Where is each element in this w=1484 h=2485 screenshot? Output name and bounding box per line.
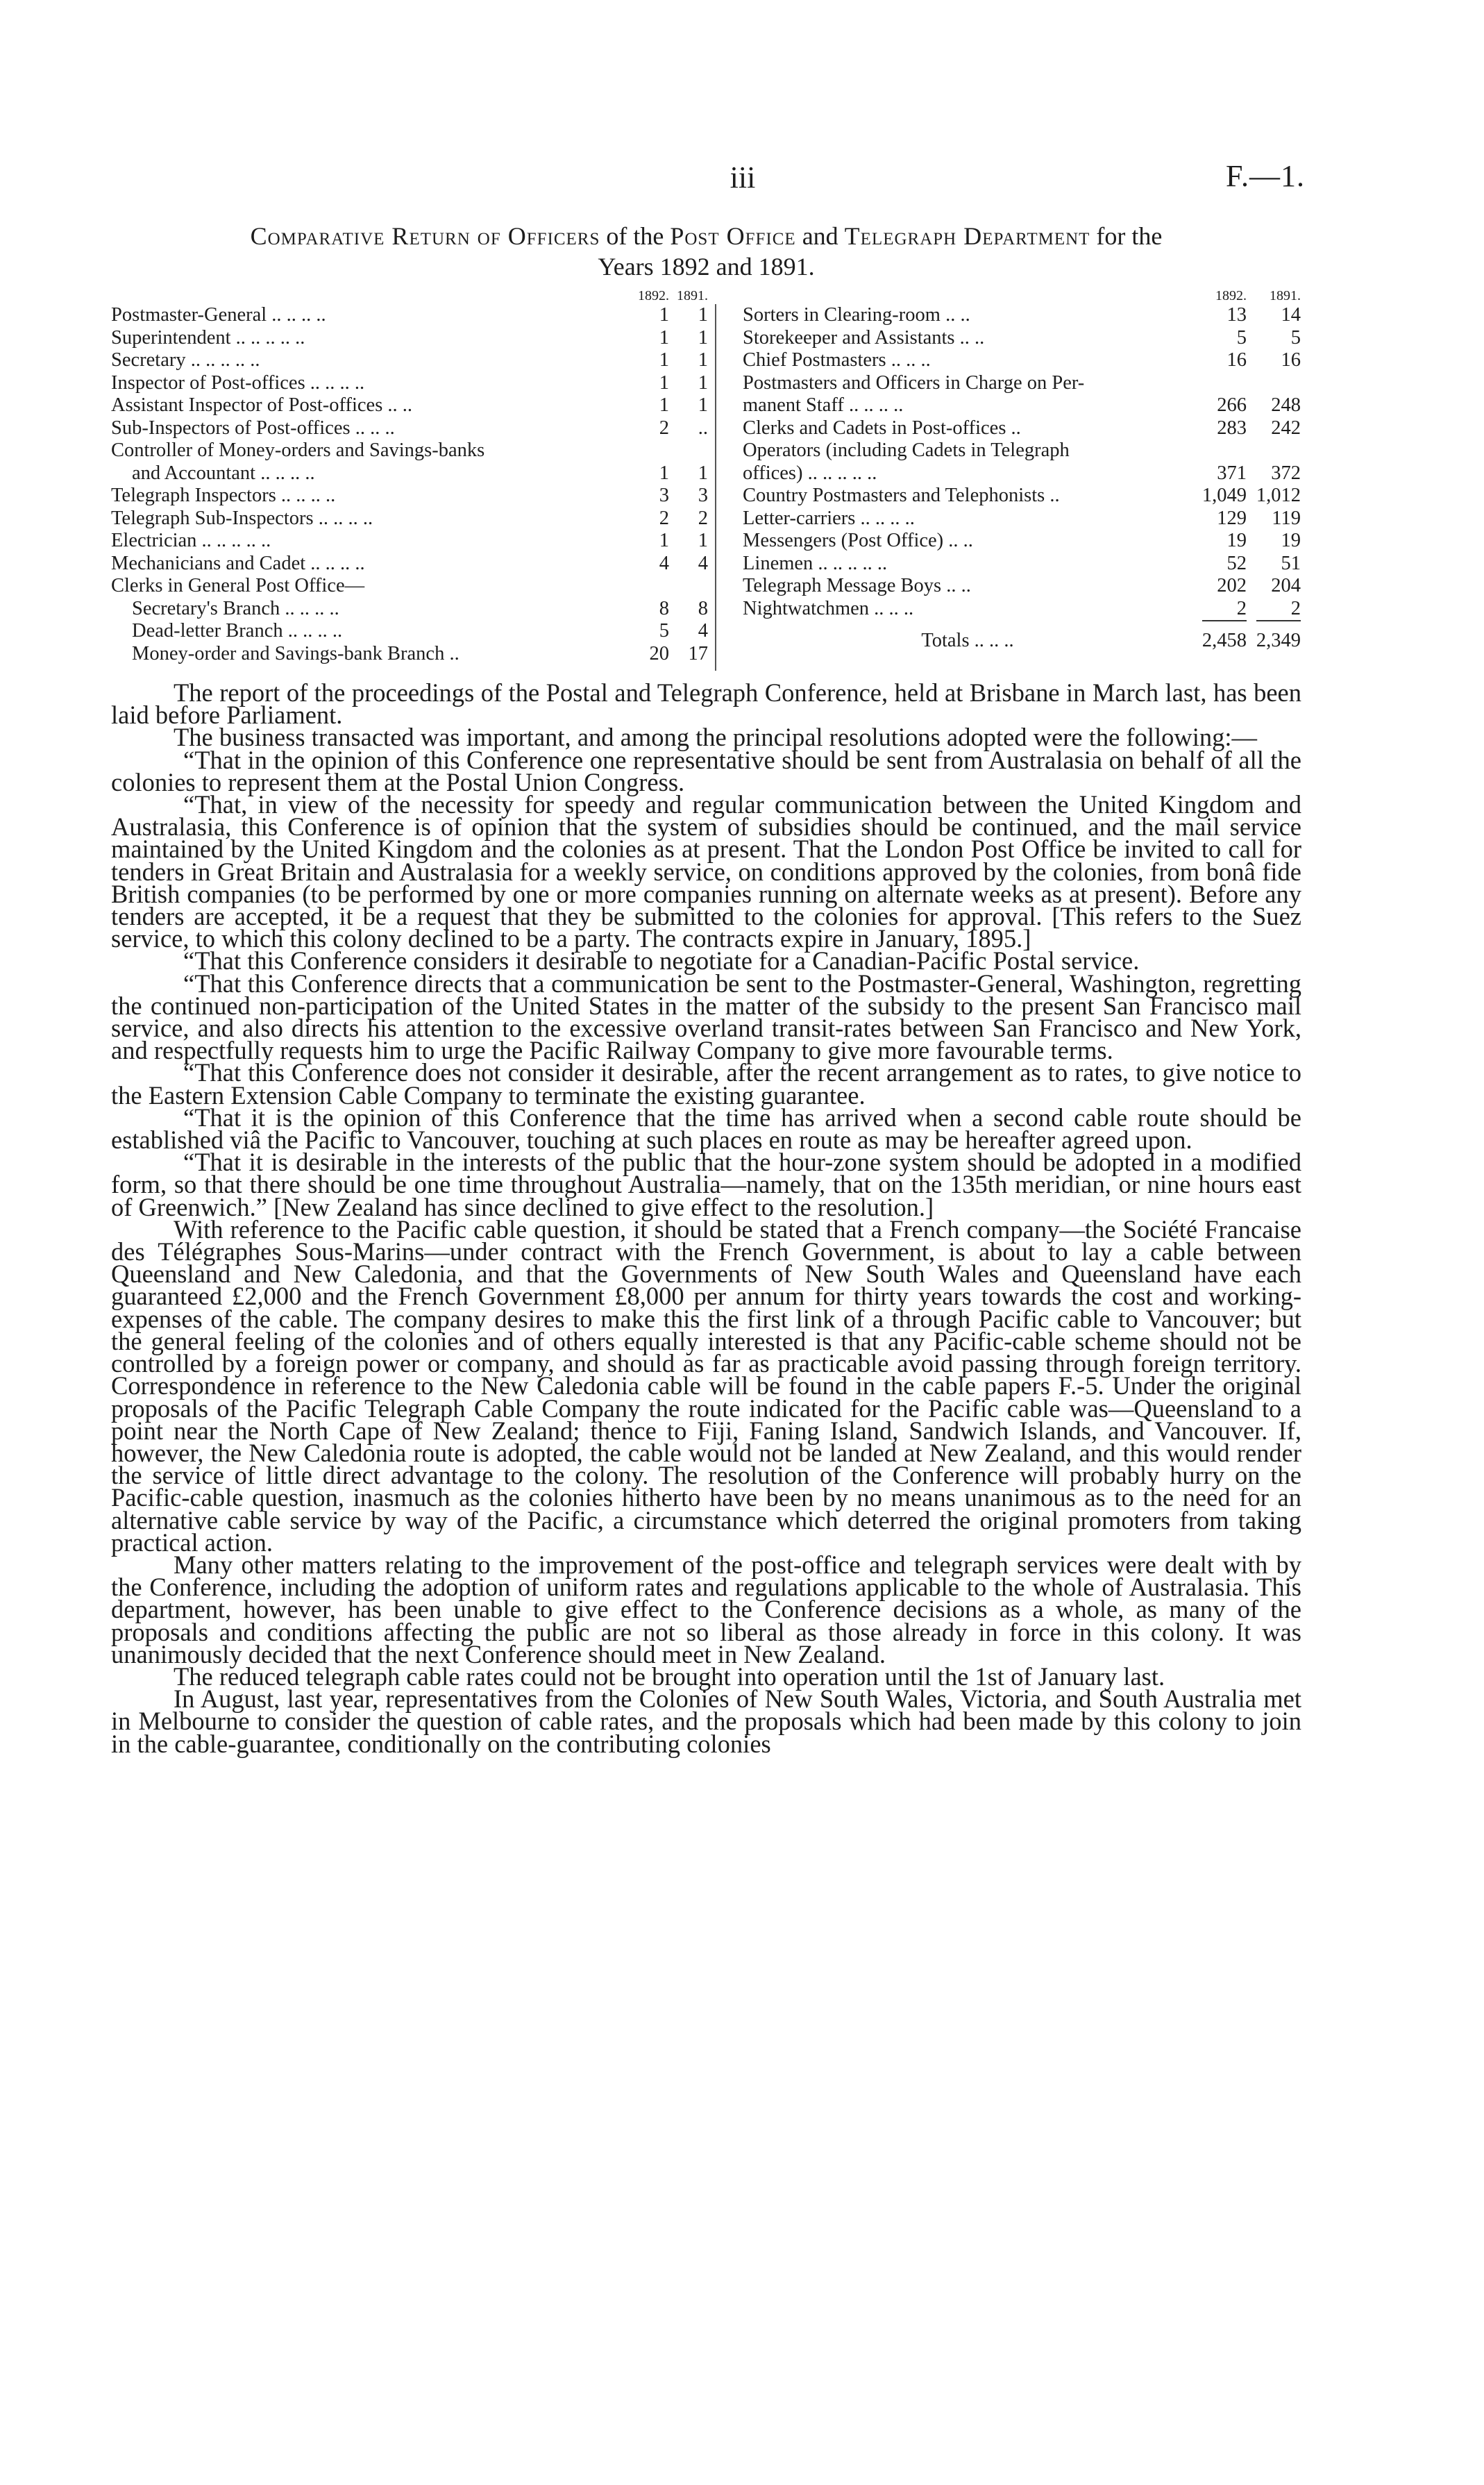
row-label: Storekeeper and Assistants .. .. [743, 326, 985, 349]
table-row [111, 553, 708, 576]
value-1892: 2 [659, 417, 669, 439]
title-years: Years 1892 and 1891. [598, 253, 815, 281]
value-1892: 266 [1217, 394, 1247, 416]
value-1892: 5 [659, 620, 669, 642]
row-label: Sub-Inspectors of Post-offices .. .. .. [111, 417, 395, 439]
value-1892: 283 [1217, 417, 1247, 439]
row-label: Telegraph Inspectors .. .. .. .. [111, 485, 336, 506]
row-label: Telegraph Message Boys .. .. [743, 575, 971, 596]
value-1892: 1 [659, 326, 669, 349]
value-1892: 8 [659, 597, 669, 619]
row-label: Clerks and Cadets in Post-offices .. [743, 417, 1021, 439]
table-row [730, 349, 1301, 372]
paragraph: The report of the proceedings of the Postal and Telegraph Conference, held at Brisbane in March last, has been laid before Parliament. [111, 678, 1301, 730]
totals-row [730, 630, 1301, 653]
officers-table-right [730, 285, 1301, 653]
paragraph: “That, in view of the necessity for speedy and regular communication between the United Kingdom and Australasia, this Conference is of opinion that the system of subsidies should be continued, and the mail service maintained by the United Kingdom and the colonies as at present. That the London Post Office be invited to call for tenders in Great Britain and Australasia for a weekly service, on conditions approved by the colonies, from bonâ fide British companies (to be performed by one or more companies running on alternate weeks as at present). Before any tenders are accepted, it be a request that they be submitted to the colonies for approval. [This refers to the Suez service, to which this colony declined to be a party. The contracts expire in January, 1895.] [111, 790, 1301, 953]
value-1892: 4 [659, 552, 669, 574]
value-1892: 2 [1236, 597, 1247, 619]
value-1891: 4 [698, 552, 708, 574]
table-row [730, 508, 1301, 530]
table-row [730, 327, 1301, 350]
value-1891: 248 [1271, 394, 1301, 416]
row-label: and Accountant .. .. .. .. [132, 462, 315, 484]
paragraph: The reduced telegraph cable rates could not be brought into operation until the 1st of January last. [174, 1662, 1165, 1691]
row-label: Secretary .. .. .. .. .. [111, 349, 260, 371]
row-label: Messengers (Post Office) .. .. [743, 530, 973, 551]
value-1891: 1 [698, 371, 708, 394]
value-1891: 1 [698, 304, 708, 326]
value-1891: 1 [698, 349, 708, 371]
row-label: Sorters in Clearing-room .. .. [743, 304, 970, 326]
paragraph: In August, last year, representatives from the Colonies of New South Wales, Victoria, and South Australia met in Melbourne to consider the question of cable rates, and the proposals which had been made by this colony to join in the cable-guarantee, conditionally on the contributing colonies [111, 1684, 1301, 1758]
title-of: of the [606, 222, 664, 250]
value-1892: 13 [1226, 304, 1247, 326]
value-1891: 1 [698, 530, 708, 551]
value-1891: 242 [1271, 417, 1301, 439]
value-1891: 3 [698, 485, 708, 506]
document-reference: F.—1. [1226, 159, 1305, 193]
table-row [111, 417, 708, 440]
row-label: Chief Postmasters .. .. .. [743, 349, 931, 371]
value-1891: 5 [1290, 326, 1301, 349]
value-1891: 1 [698, 326, 708, 349]
row-label: Clerks in General Post Office— [111, 575, 365, 596]
paragraph: “That it is the opinion of this Conference that the time has arrived when a second cable route should be established viâ the Pacific to Vancouver, touching at such places en route as may be hereafter agreed upon. [111, 1103, 1301, 1155]
value-1891: 8 [698, 597, 708, 619]
value-1891: 51 [1281, 552, 1301, 574]
value-1891: 16 [1281, 349, 1301, 371]
table-row [111, 349, 708, 372]
total-1892: 2,458 [1201, 630, 1247, 651]
value-1892: 19 [1226, 530, 1247, 551]
row-label: Money-order and Savings-bank Branch .. [132, 642, 459, 664]
value-1891: 204 [1271, 575, 1301, 596]
table-row [730, 394, 1301, 417]
paragraph: “That in the opinion of this Conference one representative should be sent from Australasia on behalf of all the colonies to represent them at the Postal Union Congress. [111, 745, 1301, 796]
table-row [111, 304, 708, 327]
total-1891: 2,349 [1256, 630, 1301, 651]
table-row [111, 620, 708, 643]
row-label: Operators (including Cadets in Telegraph [743, 440, 1070, 461]
value-1892: 1 [659, 394, 669, 416]
table-row [730, 372, 1301, 395]
table-row [730, 530, 1301, 553]
value-1891: 119 [1272, 507, 1301, 529]
value-1892: 1 [659, 304, 669, 326]
table-row [730, 575, 1301, 598]
title-dept: Telegraph Department [844, 222, 1090, 250]
value-1892: 1,049 [1201, 485, 1247, 506]
value-1891: 2 [698, 507, 708, 529]
row-label: Postmasters and Officers in Charge on Per- [743, 371, 1085, 394]
title-org: Post Office [670, 222, 796, 250]
value-1891: 1,012 [1256, 485, 1301, 506]
row-label: manent Staff .. .. .. .. [743, 394, 904, 416]
title-caption: Comparative Return of Officers [250, 222, 600, 250]
col-1891-header: 1891. [677, 288, 708, 303]
value-1891: 2 [1290, 597, 1301, 619]
row-label: Controller of Money-orders and Savings-banks [111, 440, 485, 461]
table-row [111, 508, 708, 530]
value-1892: 1 [659, 349, 669, 371]
table-row [111, 372, 708, 395]
table-row [111, 440, 708, 462]
table-row [730, 598, 1301, 621]
table-row [111, 598, 708, 621]
table-row [111, 530, 708, 553]
paragraph: “That this Conference directs that a communication be sent to the Postmaster-General, Washington, regretting the continued non-participation of the United States in the matter of the subsidy to the present San Francisco mail service, and also directs his attention to the excessive overland transit-rates between San Francisco and New York, and respectfully requests him to urge the Pacific Railway Company to give more favourable terms. [111, 969, 1301, 1065]
page-number: iii [730, 160, 756, 194]
row-label: Inspector of Post-offices .. .. .. .. [111, 371, 365, 394]
row-label: Assistant Inspector of Post-offices .. .. [111, 394, 413, 416]
row-label: Dead-letter Branch .. .. .. .. [132, 620, 343, 642]
paragraph: “That this Conference does not consider it desirable, after the recent arrangement as to rates, to give notice to the Eastern Extension Cable Company to terminate the existing guarantee. [111, 1058, 1301, 1110]
totals-rule [730, 620, 1301, 630]
table-header-row [111, 285, 708, 304]
value-1892: 1 [659, 530, 669, 551]
officers-table-left [111, 285, 708, 665]
paragraph: Many other matters relating to the improvement of the post-office and telegraph services were dealt with by the Conference, including the adoption of uniform rates and regulations applicable to the whole of Australasia. This department, however, has been unable to give effect to the Conference decisions as a whole, as many of the proposals and conditions affecting the public are not so liberal as those already in force in this colony. It was unanimously decided that the next Conference should meet in New Zealand. [111, 1550, 1301, 1668]
table-row [111, 394, 708, 417]
value-1891: 14 [1281, 304, 1301, 326]
paragraph: The business transacted was important, and among the principal resolutions adopted were the following:— [174, 723, 1257, 752]
paragraph: With reference to the Pacific cable question, it should be stated that a French company—the Société Francaise des Télégraphes Sous-Marins—under contract with the French Government, is about to lay a cable between Queensland and New Caledonia, and that the Governments of New South Wales and Queensland have each guaranteed £2,000 and the French Government £8,000 per annum for thirty years towards the cost and working-expenses of the cable. The company desires to make this the first link of a through Pacific cable to Vancouver; but the general feeling of the colonies and of others equally interested is that any Pacific-cable scheme should not be controlled by a foreign power or company, and should as far as practicable avoid passing through foreign territory. Correspondence in reference to the New Caledonia cable will be found in the cable papers F.-5. Under the original proposals of the Pacific Telegraph Cable Company the route indicated for the Pacific cable was—Queensland to a point near the North Cape of New Zealand; thence to Fiji, Faning Island, Sandwich Islands, and Vancouver. If, however, the New Caledonia route is adopted, the cable would not be landed at New Zealand, and this would render the service of little direct advantage to the colony. The resolution of the Conference will probably hurry on the Pacific-cable question, inasmuch as the colonies hitherto have been by no means unanimous as to the need for an alternative cable service by way of the Pacific, a circumstance which deterred the original promoters from taking practical action. [111, 1214, 1301, 1557]
table-row [111, 327, 708, 350]
paragraph: “That this Conference considers it desirable to negotiate for a Canadian-Pacific Postal service. [183, 946, 1140, 976]
value-1891: 17 [688, 642, 708, 664]
value-1892: 3 [659, 485, 669, 506]
row-label: Postmaster-General .. .. .. .. [111, 304, 326, 326]
row-label: offices) .. .. .. .. .. [743, 462, 877, 484]
value-1892: 371 [1217, 462, 1247, 484]
title-and: and [802, 222, 838, 250]
value-1892: 20 [649, 642, 669, 664]
table-row [730, 462, 1301, 485]
value-1891: 19 [1281, 530, 1301, 551]
table-title [111, 221, 1301, 282]
table-row [730, 304, 1301, 327]
col-1892-header: 1892. [638, 288, 669, 303]
value-1892: 5 [1236, 326, 1247, 349]
row-label: Electrician .. .. .. .. .. [111, 530, 271, 551]
table-row [730, 417, 1301, 440]
row-label: Country Postmasters and Telephonists .. [743, 485, 1060, 506]
table-divider [715, 304, 716, 671]
row-label: Letter-carriers .. .. .. .. [743, 507, 915, 529]
col-1892-header: 1892. [1215, 288, 1247, 303]
row-label: Mechanicians and Cadet .. .. .. .. [111, 552, 365, 574]
value-1891: 1 [698, 462, 708, 484]
value-1891: 4 [698, 620, 708, 642]
table-row [111, 575, 708, 598]
value-1892: 1 [659, 462, 669, 484]
value-1892: 202 [1217, 575, 1247, 596]
value-1892: 52 [1226, 552, 1247, 574]
value-1891: .. [698, 417, 708, 439]
col-1891-header: 1891. [1270, 288, 1301, 303]
row-label: Nightwatchmen .. .. .. [743, 597, 914, 619]
row-label: Telegraph Sub-Inspectors .. .. .. .. [111, 507, 373, 529]
table-header-row [730, 285, 1301, 304]
paragraph: “That it is desirable in the interests of the public that the hour-zone system should be adopted in a modified form, so that there should be one time throughout Australia—namely, that on the 135th meridian, or nine hours east of Greenwich.” [New Zealand has since declined to give effect to the resolution.] [111, 1148, 1301, 1221]
table-row [111, 643, 708, 666]
value-1892: 2 [659, 507, 669, 529]
table-row [111, 485, 708, 508]
table-row [730, 440, 1301, 462]
value-1892: 16 [1226, 349, 1247, 371]
value-1891: 372 [1271, 462, 1301, 484]
value-1892: 129 [1217, 507, 1247, 529]
row-label: Linemen .. .. .. .. .. [743, 552, 888, 574]
title-tail: for the [1096, 222, 1163, 250]
table-row [730, 485, 1301, 508]
row-label: Superintendent .. .. .. .. .. [111, 326, 305, 349]
totals-label: Totals .. .. .. [921, 630, 1014, 651]
table-row [730, 553, 1301, 576]
report-body [111, 678, 1301, 1758]
table-row [111, 462, 708, 485]
row-label: Secretary's Branch .. .. .. .. [132, 597, 339, 619]
value-1892: 1 [659, 371, 669, 394]
value-1891: 1 [698, 394, 708, 416]
